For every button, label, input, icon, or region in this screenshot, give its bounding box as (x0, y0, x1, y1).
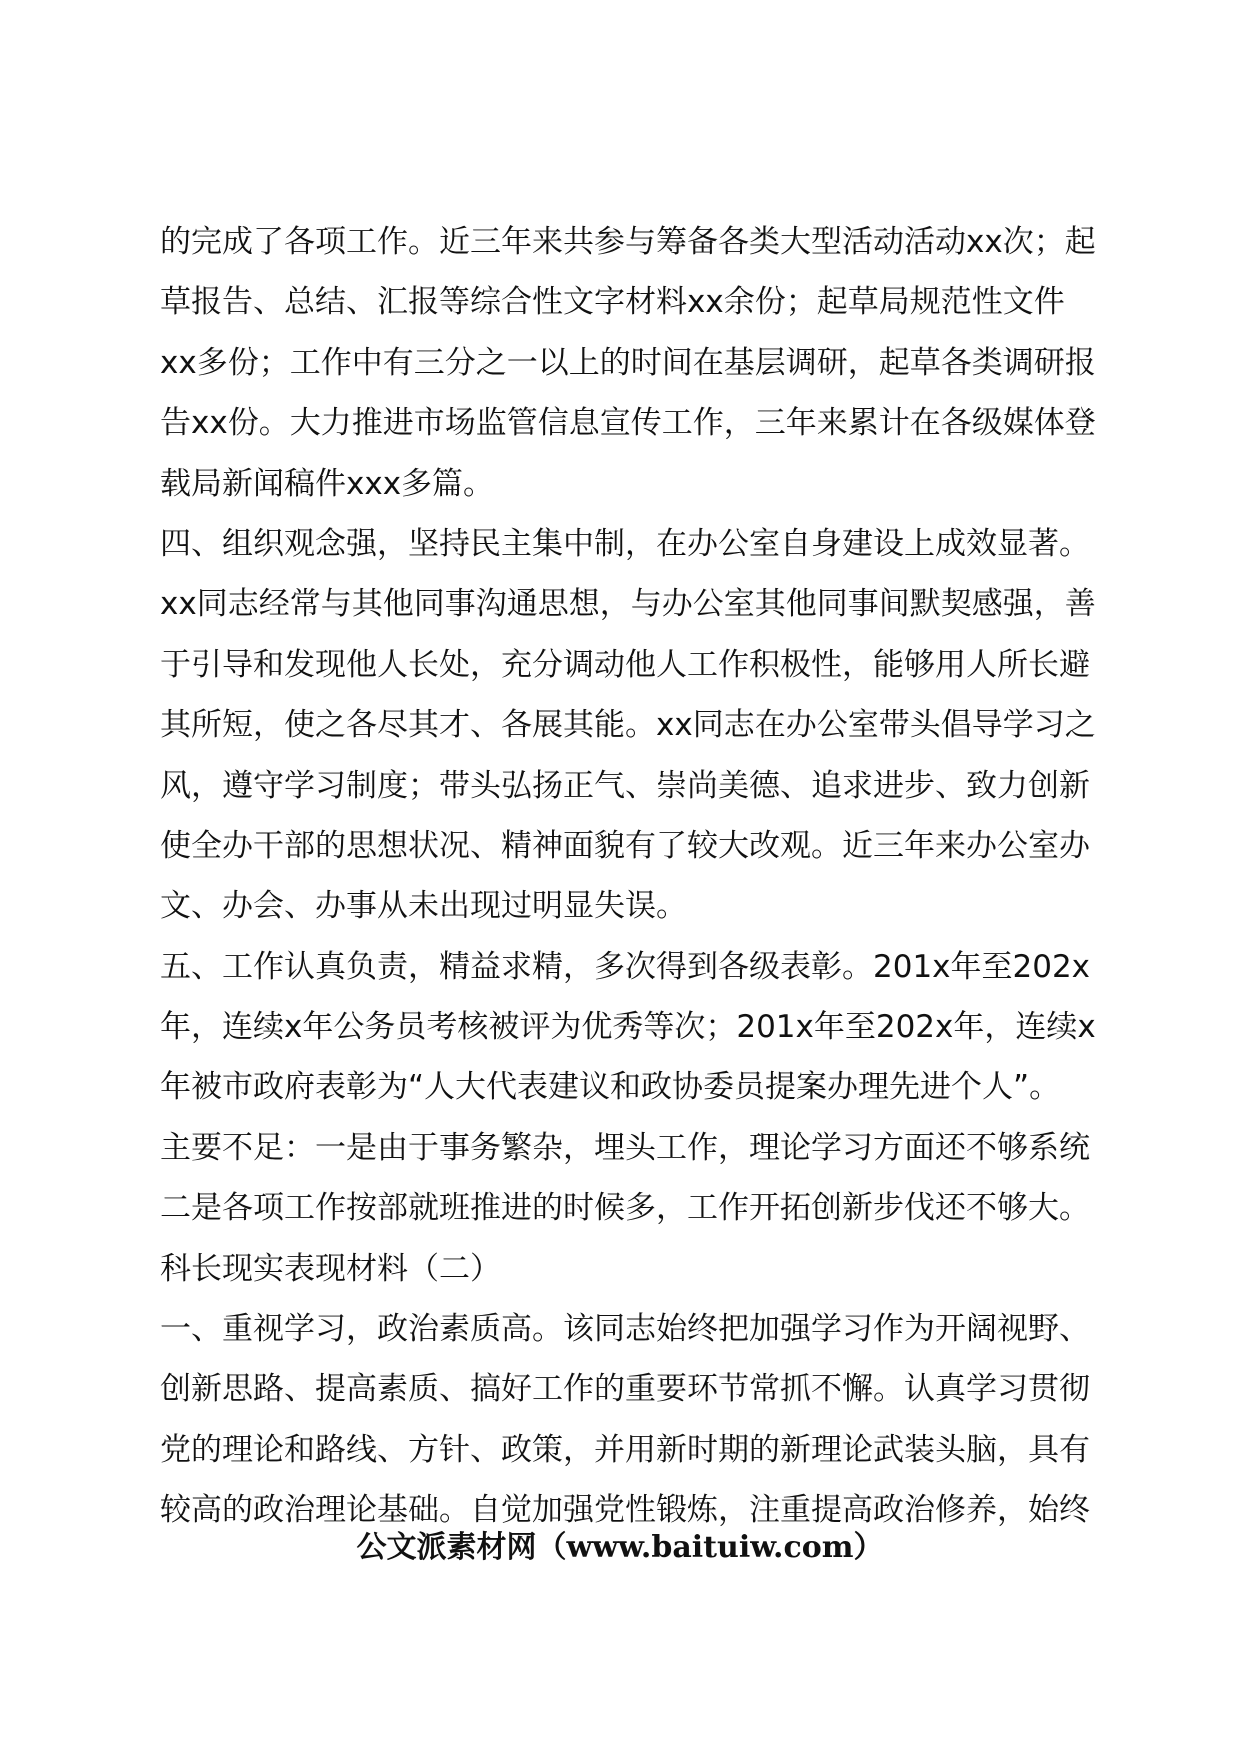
text-line: 四、组织观念强，坚持民主集中制，在办公室自身建设上成效显著。 (160, 525, 1090, 562)
text-line: 草报告、总结、汇报等综合性文字材料xx余份；起草局规范性文件 (160, 284, 1065, 321)
text-line: 年被市政府表彰为“人大代表建议和政协委员提案办理先进个人”。 (160, 1069, 1061, 1106)
text-line: 较高的政治理论基础。自觉加强党性锻炼，注重提高政治修养，始终 (160, 1492, 1090, 1529)
text-line: xx同志经常与其他同事沟通思想，与办公室其他同事间默契感强，善 (160, 586, 1096, 623)
text-line: 风，遵守学习制度；带头弘扬正气、崇尚美德、追求进步、致力创新 (160, 767, 1090, 804)
text-line: 文、办会、办事从未出现过明显失误。 (160, 888, 687, 925)
document-body (160, 212, 1100, 1541)
section-title: 科长现实表现材料（二） (160, 1250, 501, 1287)
text-line: 使全办干部的思想状况、精神面貌有了较大改观。近三年来办公室办 (160, 827, 1090, 864)
text-line: 五、工作认真负责，精益求精，多次得到各级表彰。201x年至202x (160, 948, 1091, 985)
text-line: 党的理论和路线、方针、政策，并用新时期的新理论武装头脑，具有 (160, 1431, 1090, 1468)
text-line: 载局新闻稿件xxx多篇。 (160, 465, 495, 502)
text-line: 一、重视学习，政治素质高。该同志始终把加强学习作为开阔视野、 (160, 1311, 1090, 1348)
text-line: 于引导和发现他人长处，充分调动他人工作积极性，能够用人所长避 (160, 646, 1090, 683)
text-line: 其所短，使之各尽其才、各展其能。xx同志在办公室带头倡导学习之 (160, 707, 1096, 744)
text-line: 创新思路、提高素质、搞好工作的重要环节常抓不懈。认真学习贯彻 (160, 1371, 1090, 1408)
text-line: xx多份；工作中有三分之一以上的时间在基层调研，起草各类调研报 (160, 344, 1096, 381)
text-line: 年，连续x年公务员考核被评为优秀等次；201x年至202x年，连续x (160, 1009, 1096, 1046)
text-line: 告xx份。大力推进市场监管信息宣传工作，三年来累计在各级媒体登 (160, 405, 1096, 442)
text-line: 主要不足：一是由于事务繁杂，埋头工作，理论学习方面还不够系统 (160, 1129, 1090, 1166)
text-line: 的完成了各项工作。近三年来共参与筹备各类大型活动活动xx次；起 (160, 224, 1096, 260)
footer-watermark: 公文派素材网（www.baituiw.com） (356, 1530, 884, 1565)
text-line: 二是各项工作按部就班推进的时候多，工作开拓创新步伐还不够大。 (160, 1190, 1090, 1227)
